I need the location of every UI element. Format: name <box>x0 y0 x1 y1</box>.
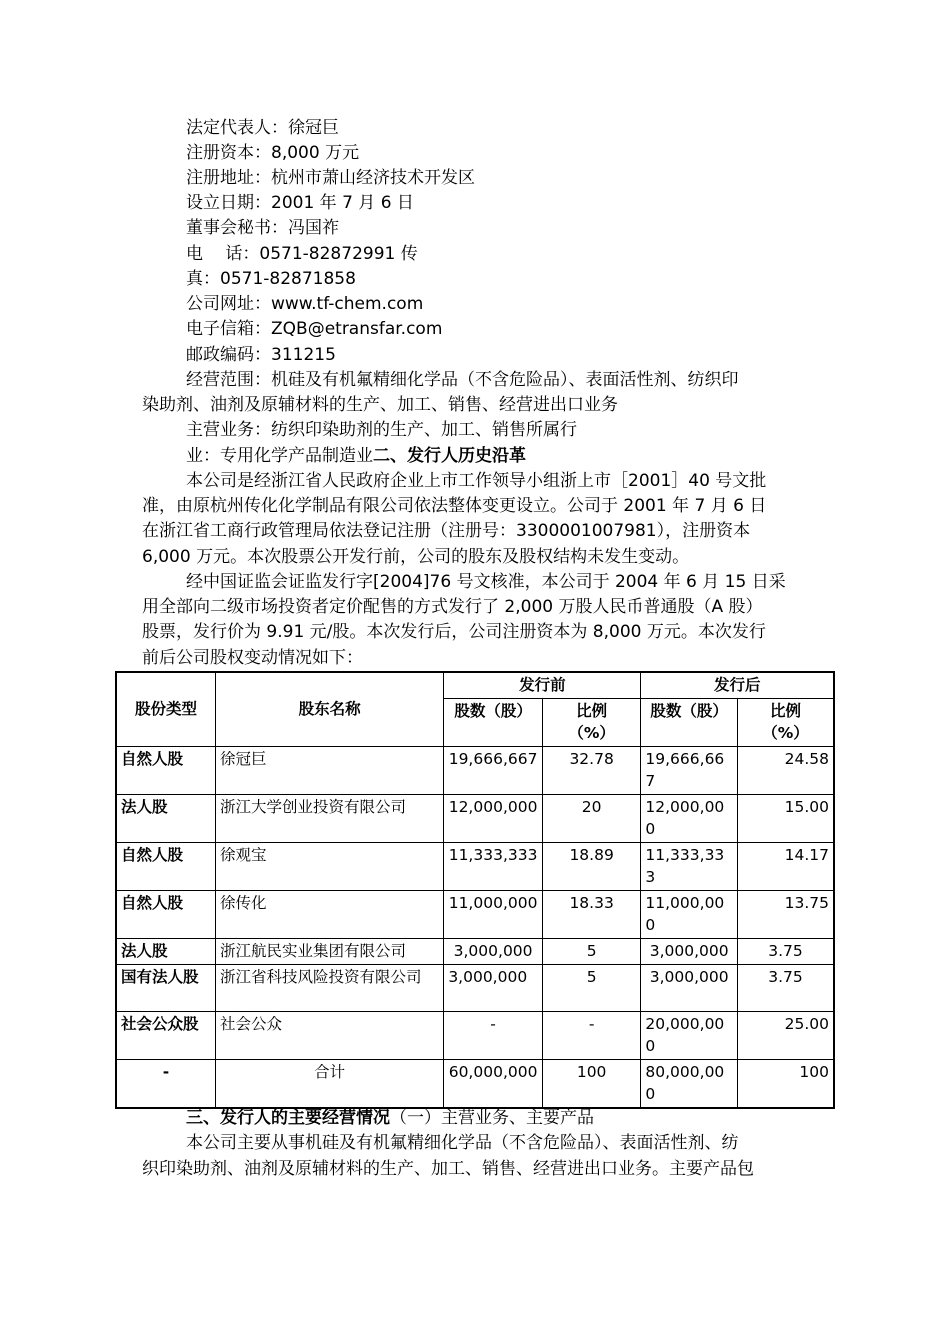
after-shares-cell: 3,000,000 <box>641 965 738 1012</box>
before-ratio-cell: 18.89 <box>542 843 641 891</box>
before-shares-cell: - <box>444 1012 543 1060</box>
website: 公司网址：www.tf-chem.com <box>186 294 424 314</box>
history-p1-line-2: 准，由原杭州传化化学制品有限公司依法整体变更设立。公司于 2001 年 7 月 6 日 <box>142 496 767 516</box>
table-row <box>116 891 834 939</box>
before-ratio-cell: 5 <box>542 939 641 965</box>
share-type-cell: 社会公众股 <box>116 1012 216 1060</box>
registered-address: 注册地址：杭州市萧山经济技术开发区 <box>186 168 475 188</box>
share-type-cell: 国有法人股 <box>116 965 216 1012</box>
business-scope-line-1: 经营范围：机硅及有机氟精细化学品（不含危险品）、表面活性剂、纺织印 <box>186 370 739 390</box>
before-ratio-cell: - <box>542 1012 641 1060</box>
before-shares-cell: 19,666,667 <box>444 747 543 795</box>
before-ratio-cell: 32.78 <box>542 747 641 795</box>
before-shares-cell: 11,333,333 <box>444 843 543 891</box>
section-3-subtitle: （一）主营业务、主要产品 <box>390 1108 594 1128</box>
holder-cell: 合计 <box>216 1060 444 1109</box>
holder-cell: 浙江大学创业投资有限公司 <box>216 795 444 843</box>
after-ratio-cell: 24.58 <box>737 747 834 795</box>
history-p1-line-1: 本公司是经浙江省人民政府企业上市工作领导小组浙上市［2001］40 号文批 <box>186 471 767 491</box>
header-after-shares: 股数（股） <box>641 699 738 747</box>
before-shares-cell: 3,000,000 <box>444 965 543 1012</box>
after-ratio-cell: 3.75 <box>737 939 834 965</box>
table-row <box>116 843 834 891</box>
history-p2-line-2: 用全部向二级市场投资者定价配售的方式发行了 2,000 万股人民币普通股（A 股） <box>142 597 763 617</box>
before-shares-cell: 12,000,000 <box>444 795 543 843</box>
section-3-heading <box>186 1106 594 1131</box>
table-row <box>116 1012 834 1060</box>
after-shares-cell: 11,333,333 <box>641 843 738 891</box>
section-3-p1-line-1: 本公司主要从事机硅及有机氟精细化学品（不含危险品）、表面活性剂、纺 <box>186 1133 739 1153</box>
history-p2-line-3: 股票，发行价为 9.91 元/股。本次发行后，公司注册资本为 8,000 万元。本次发行 <box>142 622 766 642</box>
header-share-type: 股份类型 <box>116 672 216 747</box>
phone: 电 话：0571-82872991 传 <box>186 244 418 264</box>
before-shares-cell: 60,000,000 <box>444 1060 543 1109</box>
share-type-cell: - <box>116 1060 216 1109</box>
share-type-cell: 法人股 <box>116 795 216 843</box>
before-ratio-cell: 20 <box>542 795 641 843</box>
history-p2-line-4: 前后公司股权变动情况如下： <box>142 648 363 668</box>
table-row-total <box>116 1060 834 1109</box>
header-before-shares: 股数（股） <box>444 699 543 747</box>
industry-text: 业：专用化学产品制造业 <box>186 446 373 466</box>
before-ratio-cell: 18.33 <box>542 891 641 939</box>
after-ratio-cell: 14.17 <box>737 843 834 891</box>
share-type-cell: 自然人股 <box>116 843 216 891</box>
founding-date: 设立日期：2001 年 7 月 6 日 <box>186 193 414 213</box>
after-ratio-cell: 100 <box>737 1060 834 1109</box>
after-ratio-cell: 3.75 <box>737 965 834 1012</box>
section-3-title: 三、发行人的主要经营情况 <box>186 1108 390 1128</box>
table-row <box>116 939 834 965</box>
after-ratio-cell: 15.00 <box>737 795 834 843</box>
postcode: 邮政编码：311215 <box>186 345 336 365</box>
section-3-p1-line-2: 织印染助剂、油剂及原辅材料的生产、加工、销售、经营进出口业务。主要产品包 <box>142 1159 754 1179</box>
after-shares-cell: 19,666,667 <box>641 747 738 795</box>
after-ratio-cell: 25.00 <box>737 1012 834 1060</box>
after-shares-cell: 11,000,000 <box>641 891 738 939</box>
header-after-issue: 发行后 <box>641 672 834 699</box>
share-type-cell: 自然人股 <box>116 891 216 939</box>
share-type-cell: 法人股 <box>116 939 216 965</box>
header-holder-name: 股东名称 <box>216 672 444 747</box>
history-p1-line-3: 在浙江省工商行政管理局依法登记注册（注册号：3300001007981），注册资本 <box>142 521 751 541</box>
section-2-title: 二、发行人历史沿革 <box>373 446 526 466</box>
header-after-ratio: 比例 （%） <box>737 699 834 747</box>
before-ratio-cell: 100 <box>542 1060 641 1109</box>
fax: 真：0571-82871858 <box>186 269 356 289</box>
email: 电子信箱：ZQB@etransfar.com <box>186 319 443 339</box>
after-shares-cell: 20,000,000 <box>641 1012 738 1060</box>
history-p1-line-4: 6,000 万元。本次股票公开发行前，公司的股东及股权结构未发生变动。 <box>142 547 690 567</box>
header-before-issue: 发行前 <box>444 672 641 699</box>
before-shares-cell: 11,000,000 <box>444 891 543 939</box>
table-row <box>116 747 834 795</box>
legal-representative: 法定代表人：徐冠巨 <box>186 118 339 138</box>
after-shares-cell: 80,000,000 <box>641 1060 738 1109</box>
board-secretary: 董事会秘书：冯国祚 <box>186 218 339 238</box>
main-business-line-1: 主营业务：纺织印染助剂的生产、加工、销售所属行 <box>186 420 577 440</box>
holder-cell: 徐观宝 <box>216 843 444 891</box>
before-ratio-cell: 5 <box>542 965 641 1012</box>
registered-capital: 注册资本：8,000 万元 <box>186 143 360 163</box>
table-row <box>116 965 834 1012</box>
history-p2-line-1: 经中国证监会证监发行字[2004]76 号文核准，本公司于 2004 年 6 月 15 日采 <box>186 572 786 592</box>
table-row <box>116 795 834 843</box>
after-shares-cell: 3,000,000 <box>641 939 738 965</box>
before-shares-cell: 3,000,000 <box>444 939 543 965</box>
main-business-line-2 <box>186 444 526 469</box>
holder-cell: 浙江航民实业集团有限公司 <box>216 939 444 965</box>
business-scope-line-2: 染助剂、油剂及原辅材料的生产、加工、销售、经营进出口业务 <box>142 395 618 415</box>
after-ratio-cell: 13.75 <box>737 891 834 939</box>
header-before-ratio: 比例 （%） <box>542 699 641 747</box>
holder-cell: 社会公众 <box>216 1012 444 1060</box>
holder-cell: 徐传化 <box>216 891 444 939</box>
share-structure-table <box>115 671 835 1109</box>
after-shares-cell: 12,000,000 <box>641 795 738 843</box>
share-type-cell: 自然人股 <box>116 747 216 795</box>
holder-cell: 徐冠巨 <box>216 747 444 795</box>
holder-cell: 浙江省科技风险投资有限公司 <box>216 965 444 1012</box>
